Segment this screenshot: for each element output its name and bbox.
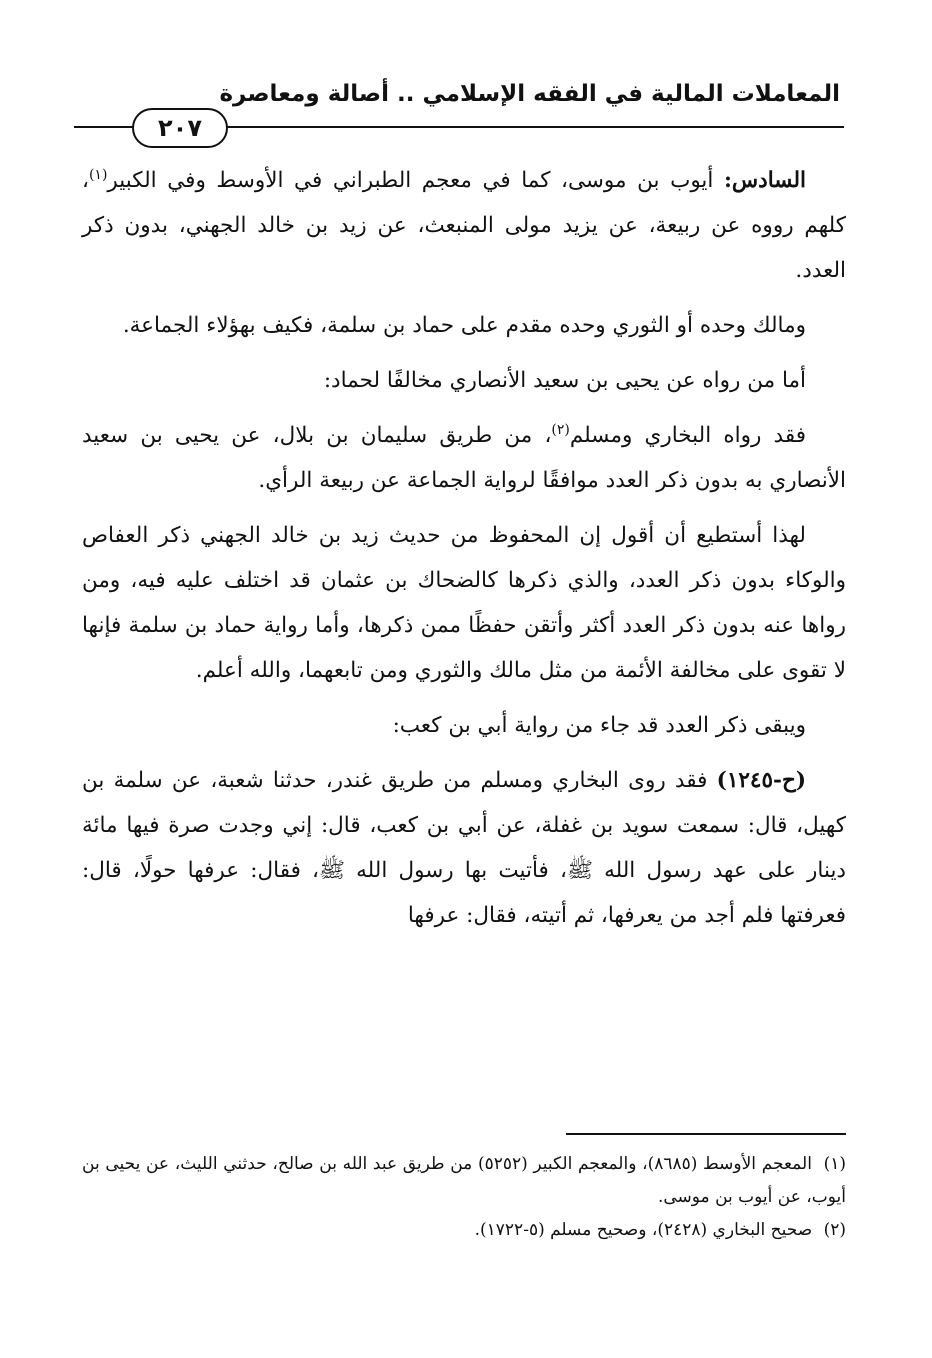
paragraph-text: أيوب بن موسى، كما في معجم الطبراني في الأوسط وفي الكبير bbox=[107, 168, 714, 193]
paragraph-sixth-narrator bbox=[82, 158, 846, 293]
footnote-number: (٢) bbox=[823, 1220, 846, 1240]
paragraph-malik-thawri: ومالك وحده أو الثوري وحده مقدم على حماد بن سلمة، فكيف بهؤلاء الجماعة. bbox=[122, 313, 806, 338]
footnote-ref-2: (٢) bbox=[551, 421, 570, 438]
paragraph-yahya-narration: أما من رواه عن يحيى بن سعيد الأنصاري مخالفًا لحماد: bbox=[323, 368, 806, 393]
footnote-2 bbox=[82, 1214, 846, 1247]
footnote-text: المعجم الأوسط (٨٦٨٥)، والمعجم الكبير (٥٢٥٢) من طريق عبد الله بن صالح، حدثني الليث، عن يحيى بن أيوب، عن أيوب بن موسى. bbox=[82, 1154, 846, 1207]
paragraph-hadith-1245 bbox=[82, 758, 846, 938]
paragraph-text: فقد رواه البخاري ومسلم bbox=[569, 423, 806, 448]
footnote-separator bbox=[566, 1133, 846, 1135]
paragraph-ubayy-intro: ويبقى ذكر العدد قد جاء من رواية أبي بن كعب: bbox=[392, 713, 806, 738]
main-text bbox=[82, 158, 846, 948]
hadith-number: (ح-١٢٤٥) bbox=[716, 768, 806, 793]
paragraph-text: ، كلهم رووه عن ربيعة، عن يزيد مولى المنبعث، عن زيد بن خالد الجهني، بدون ذكر العدد. bbox=[82, 168, 846, 283]
footnote-ref-1: (١) bbox=[88, 166, 108, 183]
paragraph-text: فقد روى البخاري ومسلم من طريق غندر، حدثنا شعبة، عن سلمة بن كهيل، قال: سمعت سويد بن غفلة، عن أبي بن كعب، قال: إني وجدت صرة فيها مائة دينار على عهد رسول الله ﷺ، فأتيت بها رسول الله ﷺ، فقال: عرفها حولًا، قال: فعرفتها فلم أجد من يعرفها، ثم أتيته، فقال: عرفها bbox=[82, 768, 846, 928]
page-number: ٢٠٧ bbox=[132, 108, 228, 148]
footnote-text: صحيح البخاري (٢٤٢٨)، وصحيح مسلم (٥-١٧٢٢). bbox=[474, 1220, 813, 1240]
paragraph-conclusion: لهذا أستطيع أن أقول إن المحفوظ من حديث زيد بن خالد الجهني ذكر العفاص والوكاء بدون ذكر العدد، والذي ذكرها كالضحاك بن عثمان قد اختلف عليه فيه، ومن رواها عنه بدون ذكر العدد أكثر وأتقن حفظًا ممن ذكرها، وأما رواية حماد بن سلمة فإنها لا تقوى على مخالفة الأئمة من مثل مالك والثوري ومن تابعهما، والله أعلم. bbox=[82, 523, 846, 683]
footnote-number: (١) bbox=[823, 1154, 847, 1174]
footnote-1 bbox=[82, 1148, 846, 1214]
footnotes bbox=[82, 1148, 846, 1247]
header-rule bbox=[74, 108, 844, 148]
paragraph-text: ، من طريق سليمان بن بلال، عن يحيى بن سعيد الأنصاري به بدون ذكر العدد موافقًا لرواية الجماعة عن ربيعة الرأي. bbox=[82, 423, 846, 493]
running-header-title: المعاملات المالية في الفقه الإسلامي .. أصالة ومعاصرة bbox=[219, 81, 840, 107]
paragraph-bukhari-muslim bbox=[82, 413, 846, 503]
paragraph-lead: السادس: bbox=[723, 168, 806, 193]
